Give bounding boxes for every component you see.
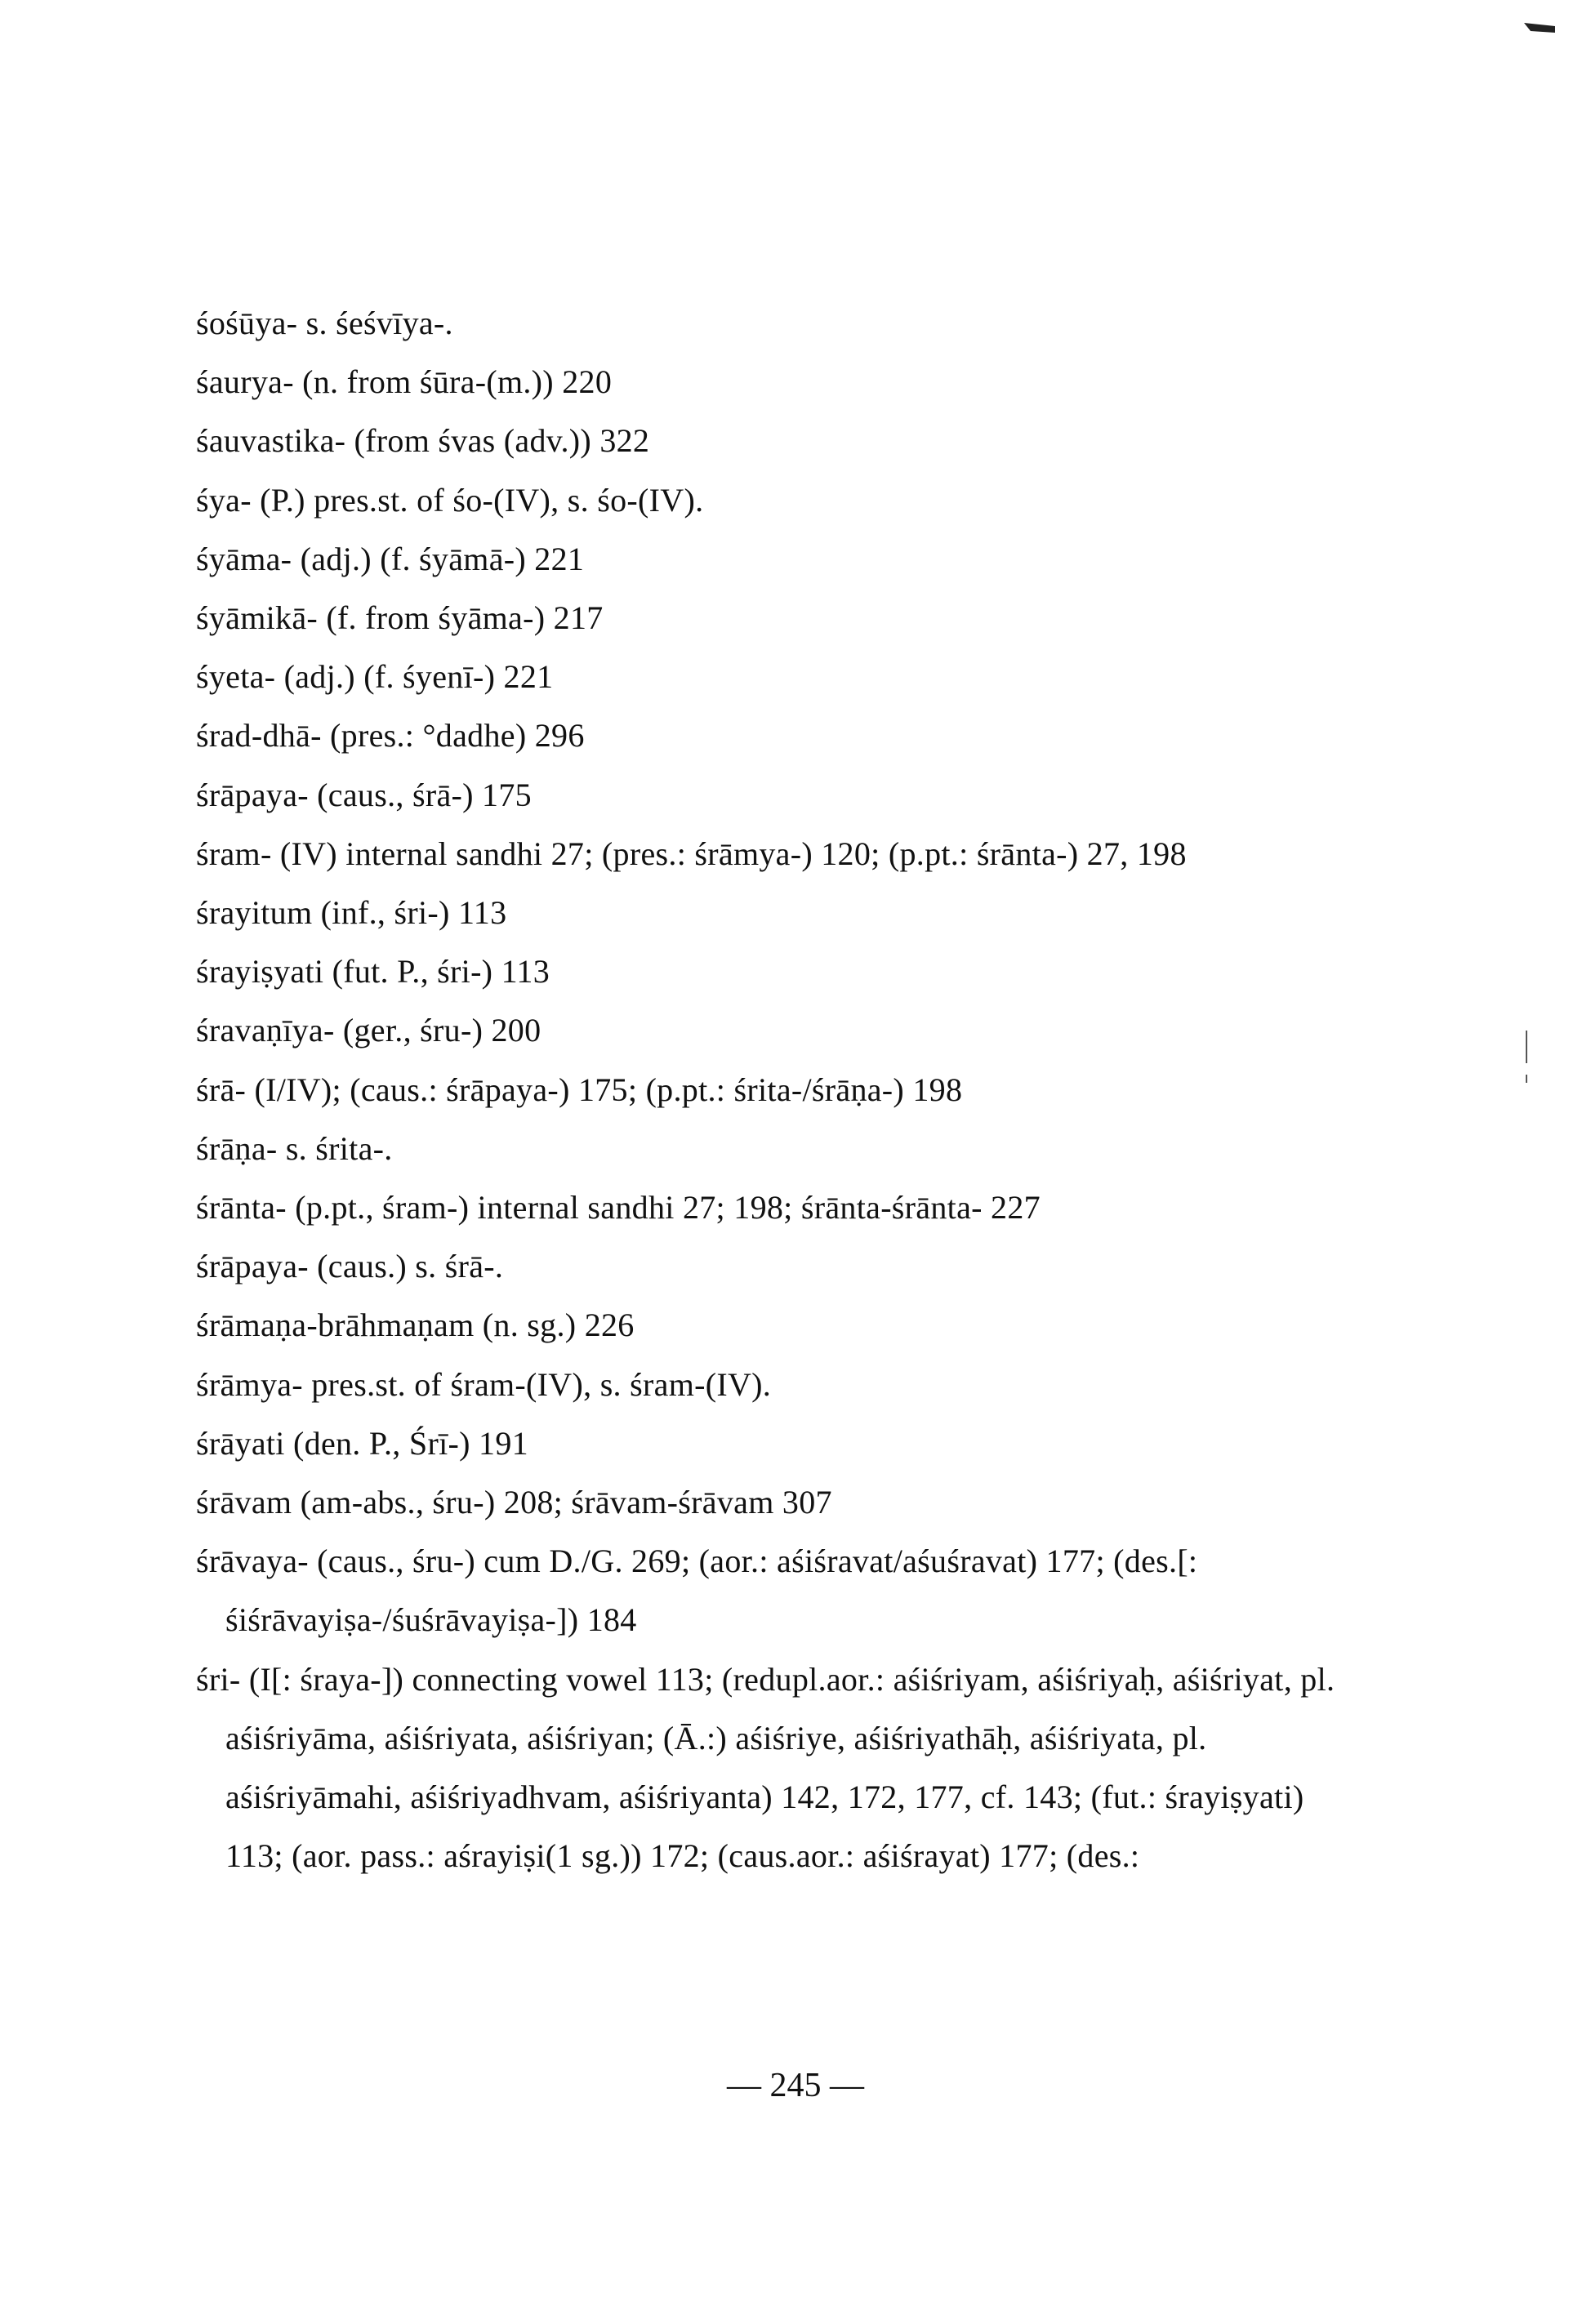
index-entry: śrayiṣyati (fut. P., śri-) 113 (196, 953, 550, 991)
index-entry: śośūya- s. śeśvīya-. (196, 305, 453, 341)
index-entry: śrāvam (am-abs., śru-) 208; śrāvam-śrāvam 307 (196, 1484, 832, 1521)
scan-artifact-line (1526, 1075, 1527, 1083)
index-entry: śram- (IV) internal sandhi 27; (pres.: śrāmya-) 120; (p.pt.: śrānta-) 27, 198 (196, 835, 1187, 872)
index-entry: śrad-dhā- (pres.: °dadhe) 296 (196, 717, 585, 755)
index-entry: śaurya- (n. from śūra-(m.)) 220 (196, 363, 613, 401)
index-entry: śrāmya- pres.st. of śram-(IV), s. śram-(IV). (196, 1365, 772, 1403)
index-entry: śrāpaya- (caus.) s. śrā-. (196, 1248, 504, 1285)
index-entry: śya- (P.) pres.st. of śo-(IV), s. śo-(IV). (196, 481, 704, 519)
index-entry: śrāyati (den. P., Śrī-) 191 (196, 1424, 528, 1462)
page-footer (0, 2066, 1591, 2105)
index-entry: śravaṇīya- (ger., śru-) 200 (196, 1012, 541, 1049)
index-entry: śri- (I[: śraya-]) connecting vowel 113; (redupl.aor.: aśiśriyam, aśiśriyaḥ, aśiśriyat, pl. aśiśriyāma, aśiśriyata, aśiśriyan; (Ā.:) aśiśriye, aśiśriyathāḥ, aśiśriyata, pl. aśiśriyāmahi, aśiśriyadhvam, aśiśriyanta) 142, 172, 177, cf. 143; (fut.: śrayiṣyati) 113; (aor. pass.: aśrayiṣi(1 sg.)) 172; (caus.aor.: aśiśrayat) 177; (des.: (196, 1660, 1335, 1875)
index-entries (196, 294, 1356, 1885)
index-entry: śrayitum (inf., śri-) 113 (196, 894, 507, 932)
index-entry: śrā- (I/IV); (caus.: śrāpaya-) 175; (p.pt.: śrita-/śrāṇa-) 198 (196, 1071, 963, 1108)
index-entry: śauvastika- (from śvas (adv.)) 322 (196, 422, 650, 460)
index-entry: śyeta- (adj.) (f. śyenī-) 221 (196, 658, 554, 696)
index-entry: śrāvaya- (caus., śru-) cum D./G. 269; (aor.: aśiśravat/aśuśravat) 177; (des.[: śiśrāvayiṣa-/śuśrāvayiṣa-]) 184 (196, 1543, 1198, 1639)
index-entry: śrānta- (p.pt., śram-) internal sandhi 27; 198; śrānta-śrānta- 227 (196, 1189, 1041, 1227)
page-number: — 245 — (727, 2067, 864, 2104)
scan-artifact-mark (1524, 21, 1555, 33)
index-entry: śrāpaya- (caus., śrā-) 175 (196, 776, 532, 813)
index-entry: śrāmaṇa-brāhmaṇam (n. sg.) 226 (196, 1307, 635, 1344)
index-entry: śyāma- (adj.) (f. śyāmā-) 221 (196, 540, 585, 577)
scan-artifact-line (1526, 1031, 1527, 1063)
index-entry: śrāṇa- s. śrita-. (196, 1129, 393, 1167)
index-entry: śyāmikā- (f. from śyāma-) 217 (196, 599, 604, 637)
